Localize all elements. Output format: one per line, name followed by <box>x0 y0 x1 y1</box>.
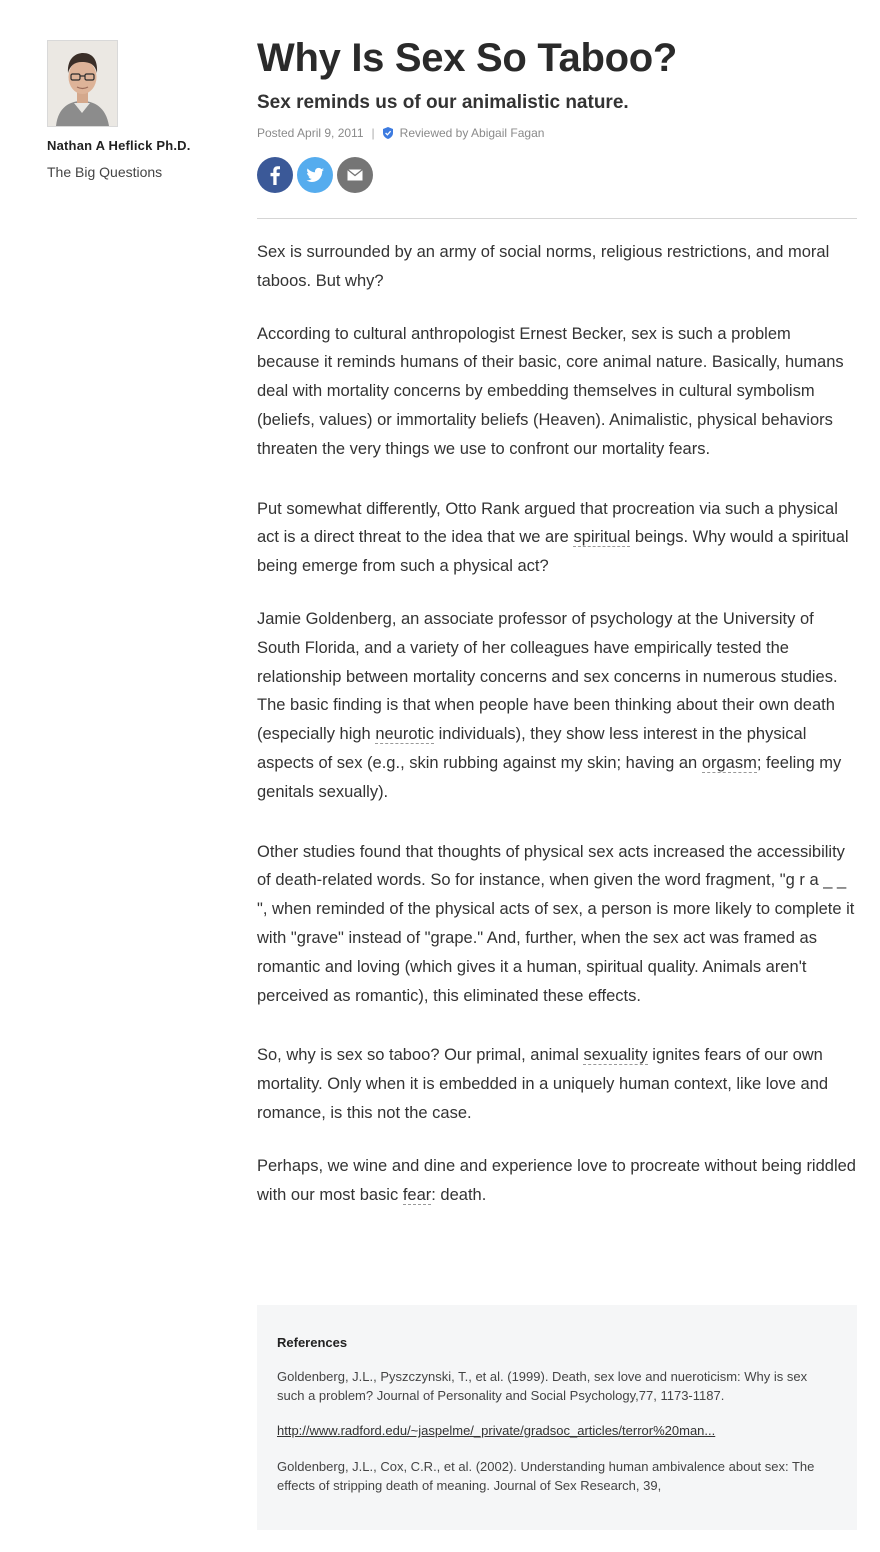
author-photo <box>48 41 117 126</box>
paragraph <box>257 495 857 581</box>
share-buttons <box>257 157 373 193</box>
paragraph-text: Perhaps, we wine and dine and experience love to procreate without being riddled with our most basic <box>257 1156 856 1204</box>
paragraph <box>257 1041 857 1127</box>
facebook-share-button[interactable] <box>257 157 293 193</box>
meta-separator: | <box>371 126 375 140</box>
article-title: Why Is Sex So Taboo? <box>257 36 677 80</box>
blog-name[interactable]: The Big Questions <box>47 164 163 180</box>
paragraph-text: : death. <box>431 1185 487 1204</box>
facebook-icon <box>257 157 293 193</box>
reviewed-by[interactable]: Reviewed by Abigail Fagan <box>399 126 545 140</box>
term-link-sexuality[interactable]: sexuality <box>583 1046 648 1065</box>
author-avatar[interactable] <box>47 40 118 127</box>
paragraph-text: Jamie Goldenberg, an associate professor of psychology at the University of South Florida, and a variety of her colleagues have empirically tested the relationship between mortality concerns and sex concerns in numerous studies. The basic finding is that when people have been thinking about their own death (especially high <box>257 609 838 744</box>
paragraph-text: ; feeling my genitals sexually). <box>257 753 842 801</box>
article-subtitle: Sex reminds us of our animalistic nature. <box>257 92 629 113</box>
verified-shield-icon <box>383 127 393 139</box>
term-link-neurotic[interactable]: neurotic <box>375 725 435 744</box>
email-share-button[interactable] <box>337 157 373 193</box>
paragraph <box>257 605 857 807</box>
paragraph: According to cultural anthropologist Ernest Becker, sex is such a problem because it reminds humans of their basic, core animal nature. Basically, humans deal with mortality concerns by embedding themselves in cultural symbolism (beliefs, values) or immortality beliefs (Heaven). Animalistic, physical behaviors threaten the very things we use to confront our mortality fears. <box>257 324 844 458</box>
paragraph: Other studies found that thoughts of physical sex acts increased the accessibility of death-related words. So for instance, when given the word fragment, "g r a _ _ ", when reminded of the physical acts of sex, a person is more likely to complete it with "grave" instead of "grape." And, further, when the sex act was framed as romantic and loving (which gives it a human, spiritual quality. Animals aren't perceived as romantic), this eliminated these effects. <box>257 842 855 1005</box>
paragraph-text: Put somewhat differently, Otto Rank argued that procreation via such a physical act is a direct threat to the idea that we are <box>257 499 838 547</box>
term-link-fear[interactable]: fear <box>402 1185 432 1204</box>
article-body <box>257 238 857 1209</box>
reference-link[interactable]: http://www.radford.edu/~jaspelme/_private/gradsoc_articles/terror%20man... <box>277 1423 716 1438</box>
paragraph-text: ignites fears of our own mortality. Only when it is embedded in a uniquely human context, like love and romance, is this not the case. <box>257 1046 829 1122</box>
reference-item: Goldenberg, J.L., Pyszczynski, T., et al. (1999). Death, sex love and nueroticism: Why is sex such a problem? Journal of Personality and Social Psychology,77, 1173-1187. <box>277 1369 808 1403</box>
term-link-orgasm[interactable]: orgasm <box>701 753 757 772</box>
author-name[interactable]: Nathan A Heflick Ph.D. <box>47 138 191 153</box>
paragraph: Sex is surrounded by an army of social norms, religious restrictions, and moral taboos. But why? <box>257 243 830 290</box>
paragraph <box>257 1152 857 1210</box>
twitter-share-button[interactable] <box>297 157 333 193</box>
references-title: References <box>277 1335 348 1350</box>
references-box <box>257 1305 857 1530</box>
header-divider <box>257 218 857 219</box>
email-icon <box>337 157 373 193</box>
paragraph-text: individuals), they show less interest in the physical aspects of sex (e.g., skin rubbing against my skin; having an <box>257 725 807 772</box>
twitter-icon <box>297 157 333 193</box>
paragraph-text: So, why is sex so taboo? Our primal, animal <box>257 1046 584 1065</box>
term-link-spiritual[interactable]: spiritual <box>573 528 631 547</box>
posted-date: Posted April 9, 2011 <box>257 126 364 140</box>
paragraph-text: beings. Why would a spiritual being emerge from such a physical act? <box>257 528 849 576</box>
reference-item: Goldenberg, J.L., Cox, C.R., et al. (2002). Understanding human ambivalence about sex: The effects of stripping death of meaning. Journal of Sex Research, 39, <box>277 1459 815 1493</box>
article-meta <box>257 126 544 140</box>
